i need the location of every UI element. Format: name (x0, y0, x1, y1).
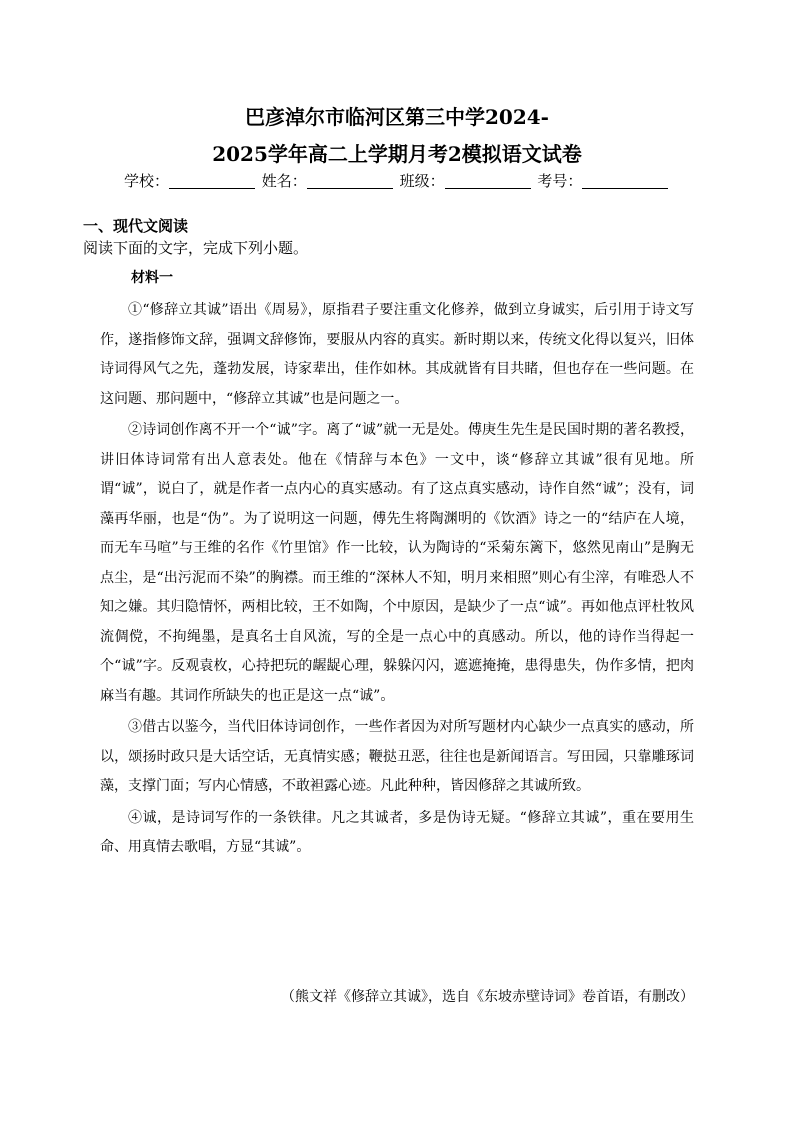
student-info-row (124, 170, 684, 192)
number-blank (582, 173, 668, 189)
class-blank (445, 173, 531, 189)
exam-title-line2: 2025学年高二上学期月考2模拟语文试卷 (212, 142, 582, 166)
paragraph-2: ②诗词创作离不开一个“诚”字。离了“诚”就一无是处。傅庚生先生是民国时期的著名教授，讲旧体诗词常有出人意表处。他在《情辞与本色》一文中，谈“修辞立其诚”很有见地。所谓“诚”，说白了，就是作者一点内心的真实感动。有了这点真实感动，诗作自然“诚”；没有，词藻再华丽，也是“伪”。为了说明这一问题，傅先生将陶渊明的《饮酒》诗之一的“结庐在人境，而无车马喧”与王维的名作《竹里馆》作一比较，认为陶诗的“采菊东篱下，悠然见南山”是胸无点尘，是“出污泥而不染”的胸襟。而王维的“深林人不知，明月来相照”则心有尘滓，有唯恐人不知之嫌。其归隐情怀，两相比较，王不如陶，个中原因，是缺少了一点“诚”。再如他点评杜牧风流倜傥，不拘绳墨，是真名士自风流，写的全是一点心中的真感动。所以，他的诗作当得起一个“诚”字。反观袁枚，心持把玩的龌龊心理，躲躲闪闪，遮遮掩掩，患得患失，伪作多情，把肉麻当有趣。其词作所缺失的也正是这一点“诚”。 (100, 422, 694, 704)
school-label: 学校： (124, 172, 170, 190)
paragraph-4: ④诚，是诗词写作的一条铁律。凡之其诚者，多是伪诗无疑。“修辞立其诚”，重在要用生命、用真情去歌唱，方显“其诚”。 (100, 809, 694, 855)
instruction-text: 阅读下面的文字，完成下列小题。 (83, 239, 309, 257)
paragraph-3: ③借古以鉴今，当代旧体诗词创作，一些作者因为对所写题材内心缺少一点真实的感动，所以，颂扬时政只是大话空话，无真情实感；鞭挞丑恶，往往也是新闻语言。写田园，只靠雕琢词藻，支撑门面；写内心情感，不敢袒露心迹。凡此种种，皆因修辞之其诚所致。 (100, 719, 694, 794)
name-label: 姓名： (261, 172, 307, 190)
paragraph-1: ①“修辞立其诚”语出《周易》，原指君子要注重文化修养，做到立身诚实，后引用于诗文写作，遂指修饰文辞，强调文辞修饰，要服从内容的真实。新时期以来，传统文化得以复兴，旧体诗词得风气之先，蓬勃发展，诗家辈出，佳作如林。其成就皆有目共睹，但也存在一些问题。在这问题、那问题中，“修辞立其诚”也是问题之一。 (100, 302, 694, 407)
class-label: 班级： (399, 172, 445, 190)
article-source: （熊文祥《修辞立其诚》，选自《东坡赤壁诗词》卷首语，有删改） (281, 989, 694, 1005)
exam-title-line1: 巴彦淖尔市临河区第三中学2024- (245, 105, 549, 129)
section-heading: 一、现代文阅读 (83, 217, 189, 235)
material-label: 材料一 (131, 270, 173, 286)
school-blank (169, 173, 255, 189)
number-label: 考号： (537, 172, 583, 190)
article-body (100, 296, 694, 865)
name-blank (307, 173, 393, 189)
